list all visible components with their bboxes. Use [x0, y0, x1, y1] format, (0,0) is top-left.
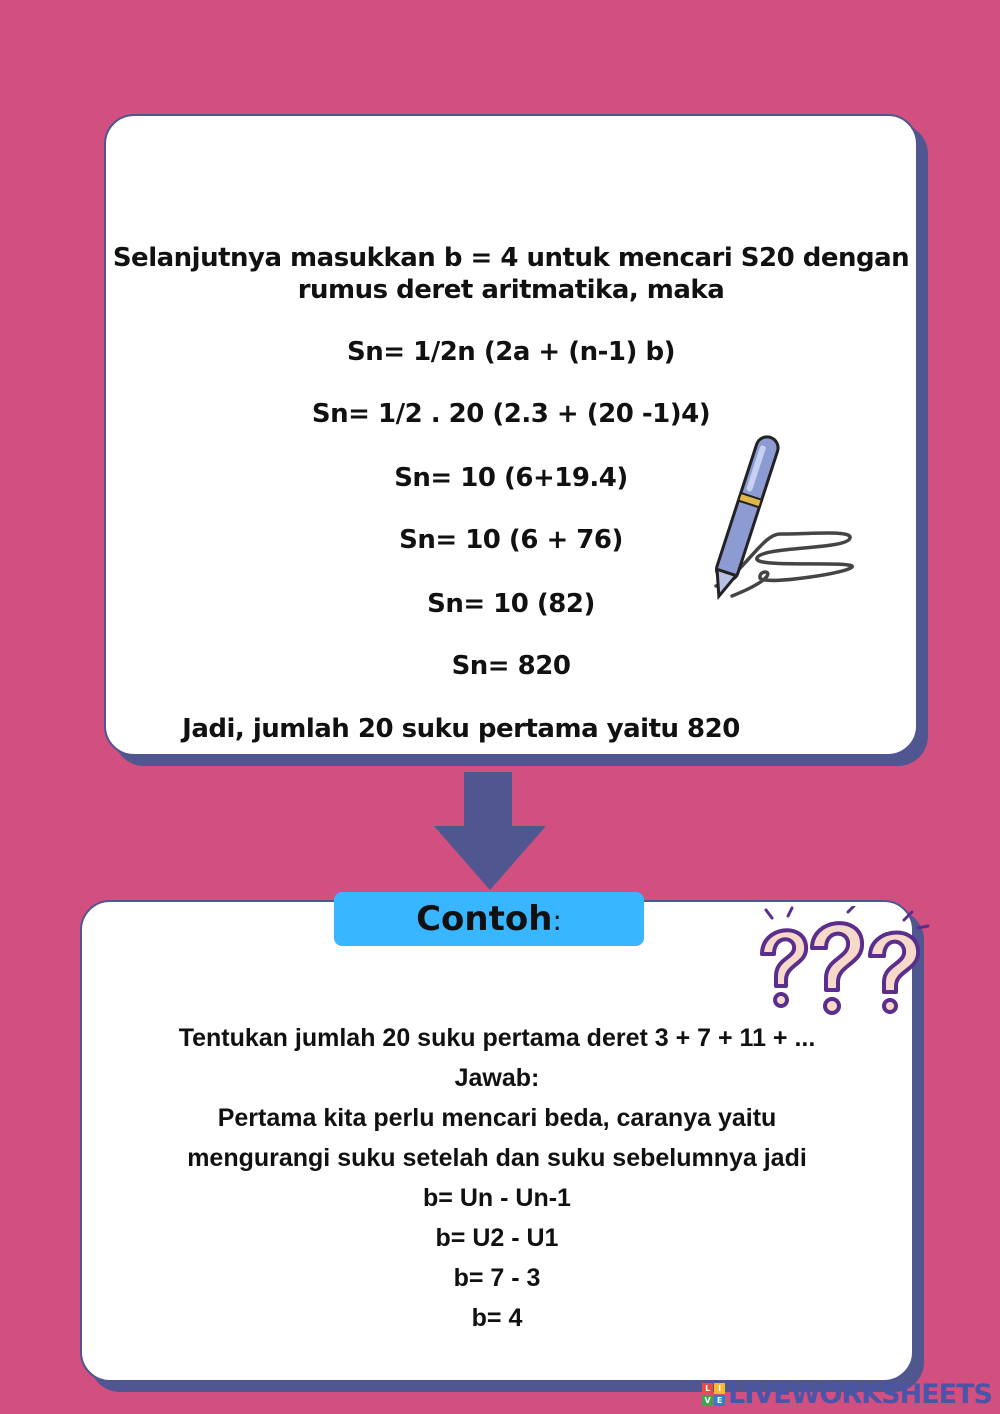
answer-label: Jawab: [454, 1064, 540, 1092]
example-text [80, 1018, 914, 1338]
formula-step: Sn= 1/2 . 20 (2.3 + (20 -1)4) [311, 399, 711, 429]
banner-title: Contoh [416, 899, 553, 939]
formula-step: Sn= 10 (6 + 76) [399, 525, 623, 555]
pen-icon [702, 426, 872, 606]
logo-letter: L [702, 1383, 713, 1394]
formula-step: Sn= 820 [451, 651, 571, 681]
banner-colon: : [552, 904, 562, 937]
liveworksheets-logo-icon [702, 1383, 725, 1406]
top-card [104, 114, 918, 756]
formula-line: b= 7 - 3 [453, 1264, 541, 1292]
down-arrow-icon [434, 772, 546, 890]
explanation-line: Pertama kita perlu mencari beda, caranya yaitu [217, 1104, 777, 1132]
question-marks-icon [752, 906, 932, 1016]
formula-step: Sn= 10 (6+19.4) [394, 463, 628, 493]
logo-letter: V [702, 1395, 713, 1406]
formula-step: Sn= 1/2n (2a + (n-1) b) [347, 337, 675, 367]
formula-line: b= Un - Un-1 [423, 1184, 571, 1212]
explanation-line: mengurangi suku setelah dan suku sebelumnya jadi [187, 1144, 807, 1172]
intro-line-1: Selanjutnya masukkan b = 4 untuk mencari S20 dengan [112, 243, 910, 273]
intro-line-2: rumus deret aritmatika, maka [297, 275, 725, 305]
logo-letter: I [714, 1383, 725, 1394]
intro-text [106, 242, 916, 306]
liveworksheets-watermark [702, 1378, 992, 1410]
question-line: Tentukan jumlah 20 suku pertama deret 3 + 7 + 11 + ... [178, 1024, 816, 1052]
formula-line: b= 4 [471, 1304, 523, 1332]
logo-letter: E [714, 1395, 725, 1406]
formula-step: Sn= 10 (82) [427, 589, 595, 619]
watermark-text: LIVEWORKSHEETS [728, 1378, 992, 1410]
conclusion-text: Jadi, jumlah 20 suku pertama yaitu 820 [182, 714, 740, 744]
formula-line: b= U2 - U1 [435, 1224, 559, 1252]
example-banner [334, 892, 644, 946]
